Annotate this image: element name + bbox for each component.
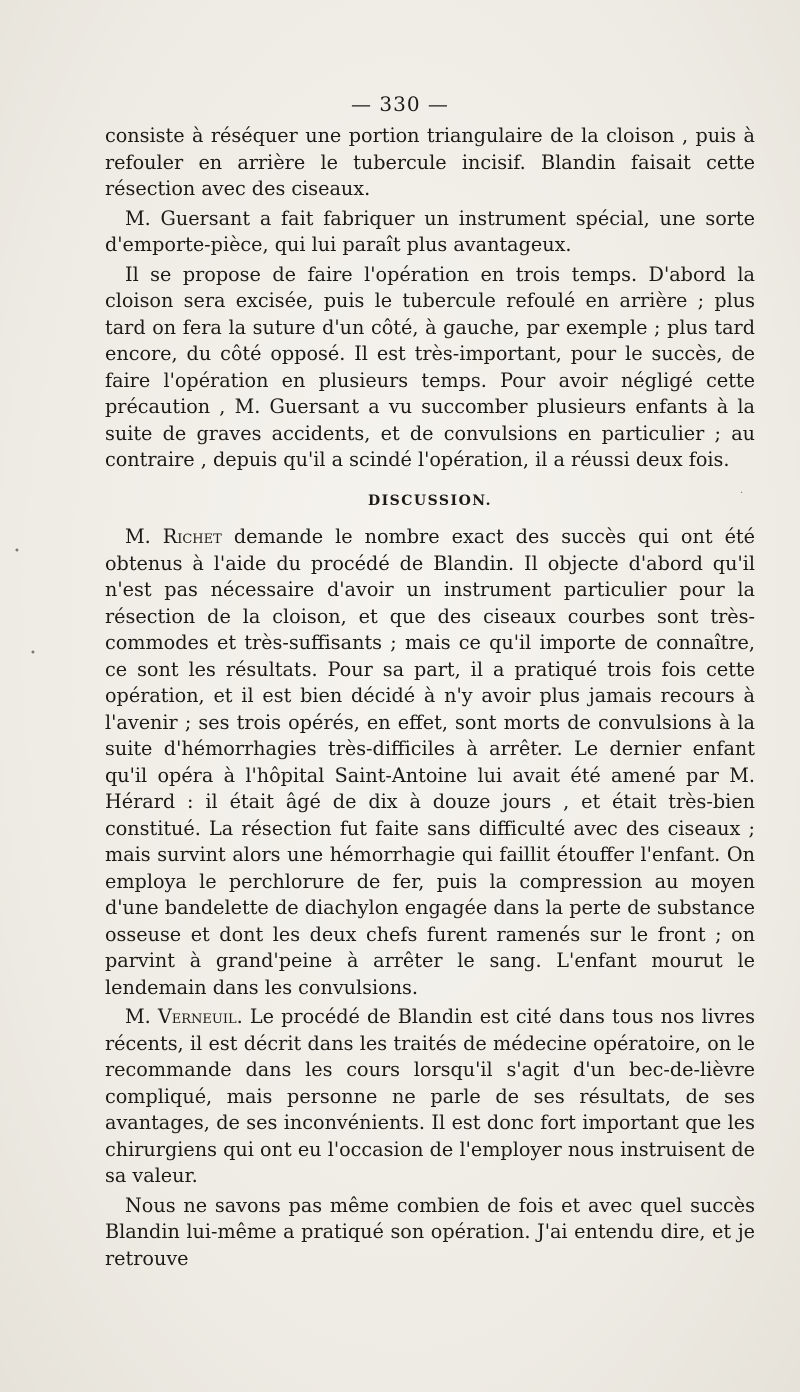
paragraph-last: Nous ne savons pas même combien de fois et avec quel succès Blandin lui-même a pratiqué son opération. J'ai entendu dire, et je retrouve xyxy=(105,1193,755,1270)
speaker-prefix: M. xyxy=(125,525,163,548)
paragraph-continuation: consiste à réséquer une portion triangulaire de la cloison , puis à refouler en arrière le tubercule incisif. Blandin faisait cette résection avec des ciseaux. xyxy=(105,124,755,200)
section-heading: DISCUSSION. xyxy=(367,492,493,509)
margin-speck: • xyxy=(30,648,36,659)
page-number: — 330 — xyxy=(351,92,449,116)
speaker-name-verneuil: Verneuil. xyxy=(157,1005,243,1028)
paragraph-verneuil xyxy=(105,1004,755,1190)
verneuil-text: Le procédé de Blandin est cité dans tous nos livres récents, il est décrit dans les traités de médecine opératoire, on le recommande dans les cours lorsqu'il s'agit d'un bec-de-lièvre compliqué, mais personne ne parle de ses résultats, de ses avantages, de ses inconvénients. Il est donc fort important que les chirurgiens qui ont eu l'occasion de l'employer nous instruisent de sa valeur. xyxy=(105,1005,755,1187)
page-body xyxy=(105,123,755,1272)
margin-speck: • xyxy=(14,546,20,557)
paragraph-richet xyxy=(105,524,755,1001)
margin-speck: · xyxy=(740,488,744,499)
paragraph-guersant-instrument: M. Guersant a fait fabriquer un instrument spécial, une sorte d'emporte-pièce, qui lui paraît plus avantageux. xyxy=(105,206,755,256)
paragraph-three-stages: Il se propose de faire l'opération en trois temps. D'abord la cloison sera excisée, puis le tubercule refoulé en arrière ; plus tard on fera la suture d'un côté, à gauche, par exemple ; plus tard encore, du côté opposé. Il est très-important, pour le succès, de faire l'opération en plusieurs temps. Pour avoir négligé cette précaution , M. Guersant a vu succomber plusieurs enfants à la suite de graves accidents, et de convulsions en particulier ; au contraire , depuis qu'il a scindé l'opération, il a réussi deux fois. xyxy=(105,262,755,471)
richet-text: demande le nombre exact des succès qui ont été obtenus à l'aide du procédé de Blandin. Il objecte d'abord qu'il n'est pas nécessaire d'avoir un instrument particulier pour la résection de la cloison, et que des ciseaux courbes sont très-commodes et très-suffisants ; mais ce qu'il importe de connaître, ce sont les résultats. Pour sa part, il a pratiqué trois fois cette opération, et il est bien décidé à n'y avoir plus jamais recours à l'avenir ; ses trois opérés, en effet, sont morts de convulsions à la suite d'hémorrhagies très-difficiles à arrêter. Le dernier enfant qu'il opéra à l'hôpital Saint-Antoine lui avait été amené par M. Hérard : il était âgé de dix à douze jours , et était très-bien constitué. La résection fut faite sans difficulté avec des ciseaux ; mais survint alors une hémorrhagie qui faillit étouffer l'enfant. On employa le perchlorure de fer, puis la compression au moyen d'une bandelette de diachylon engagée dans la perte de substance osseuse et dont les deux chefs furent ramenés sur le front ; on parvint à grand'peine à arrêter le sang. L'enfant mourut le lendemain dans les convulsions. xyxy=(105,525,755,999)
speaker-prefix: M. xyxy=(125,1005,158,1028)
speaker-name-richet: Richet xyxy=(162,525,222,548)
